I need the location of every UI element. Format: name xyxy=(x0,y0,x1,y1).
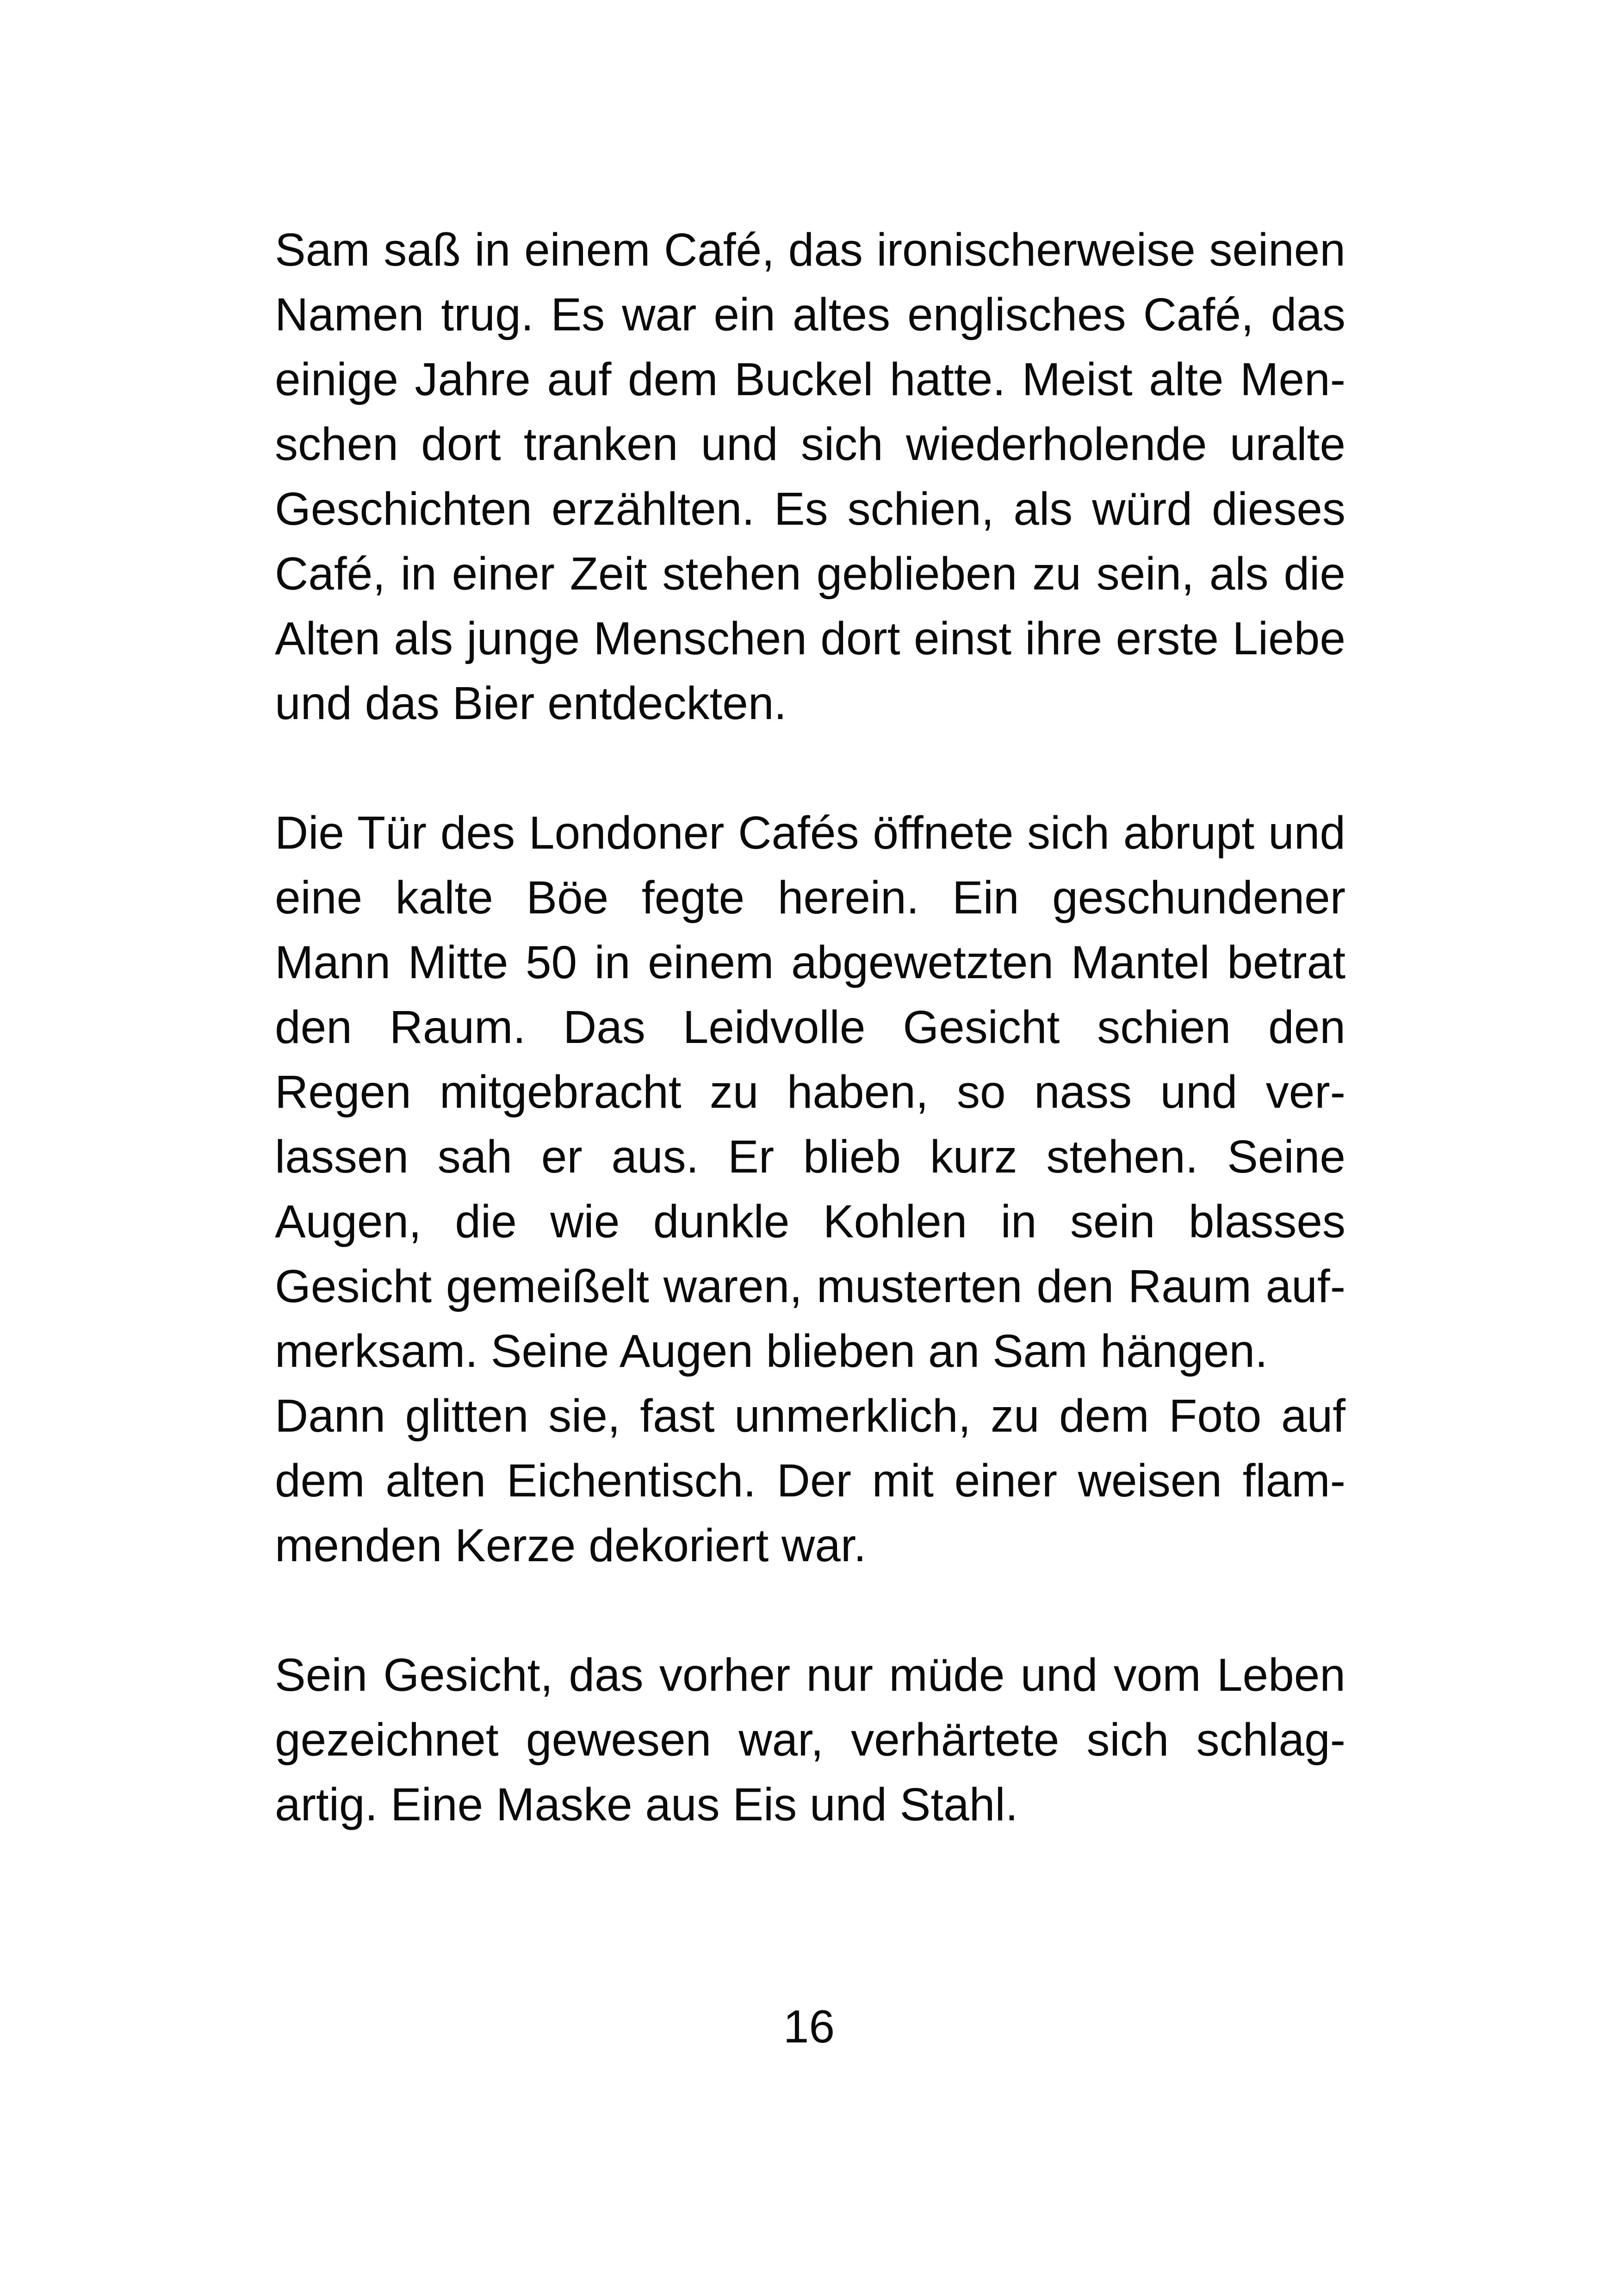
text-line: Die Tür des Londoner Cafés öffnete sich abrupt und xyxy=(275,807,1345,859)
text-line: Dann glitten sie, fast unmerklich, zu dem Foto auf xyxy=(275,1390,1345,1442)
text-line: Mann Mitte 50 in einem abgewetzten Mantel betrat xyxy=(275,937,1345,988)
paragraph-1 xyxy=(275,217,1345,736)
text-line: schen dort tranken und sich wiederholende uralte xyxy=(275,418,1345,470)
text-line: Augen, die wie dunkle Kohlen in sein blasses xyxy=(275,1196,1345,1247)
paragraph-spacer xyxy=(275,1578,1345,1643)
text-line: artig. Eine Maske aus Eis und Stahl. xyxy=(275,1779,1018,1831)
page-number: 16 xyxy=(783,2001,835,2053)
text-line: den Raum. Das Leidvolle Gesicht schien den xyxy=(275,1001,1345,1053)
text-line: dem alten Eichentisch. Der mit einer weisen flam- xyxy=(275,1455,1345,1507)
text-line: Café, in einer Zeit stehen geblieben zu sein, als die xyxy=(275,548,1345,600)
text-line: Namen trug. Es war ein altes englisches Café, das xyxy=(275,289,1345,341)
text-line: menden Kerze dekoriert war. xyxy=(275,1520,867,1571)
paragraph-spacer xyxy=(275,736,1345,800)
text-line: Sam saß in einem Café, das ironischerweise seinen xyxy=(275,224,1345,276)
text-line: Alten als junge Menschen dort einst ihre erste Liebe xyxy=(275,613,1345,664)
text-line: eine kalte Böe fegte herein. Ein geschundener xyxy=(275,872,1345,924)
text-line: merksam. Seine Augen blieben an Sam hängen. xyxy=(275,1325,1268,1377)
text-line: lassen sah er aus. Er blieb kurz stehen. Seine xyxy=(275,1131,1345,1183)
text-line: einige Jahre auf dem Buckel hatte. Meist alte Men- xyxy=(275,354,1345,405)
text-line: gezeichnet gewesen war, verhärtete sich schlag- xyxy=(275,1714,1345,1766)
text-line: Geschichten erzählten. Es schien, als würd dieses xyxy=(275,483,1345,535)
body-text xyxy=(275,217,1345,1837)
paragraph-3 xyxy=(275,1643,1345,1837)
text-line: und das Bier entdeckten. xyxy=(275,677,787,729)
paragraph-2 xyxy=(275,800,1345,1578)
text-line: Regen mitgebracht zu haben, so nass und ver- xyxy=(275,1066,1345,1118)
text-line: Gesicht gemeißelt waren, musterten den Raum auf- xyxy=(275,1260,1345,1312)
text-line: Sein Gesicht, das vorher nur müde und vom Leben xyxy=(275,1649,1345,1701)
